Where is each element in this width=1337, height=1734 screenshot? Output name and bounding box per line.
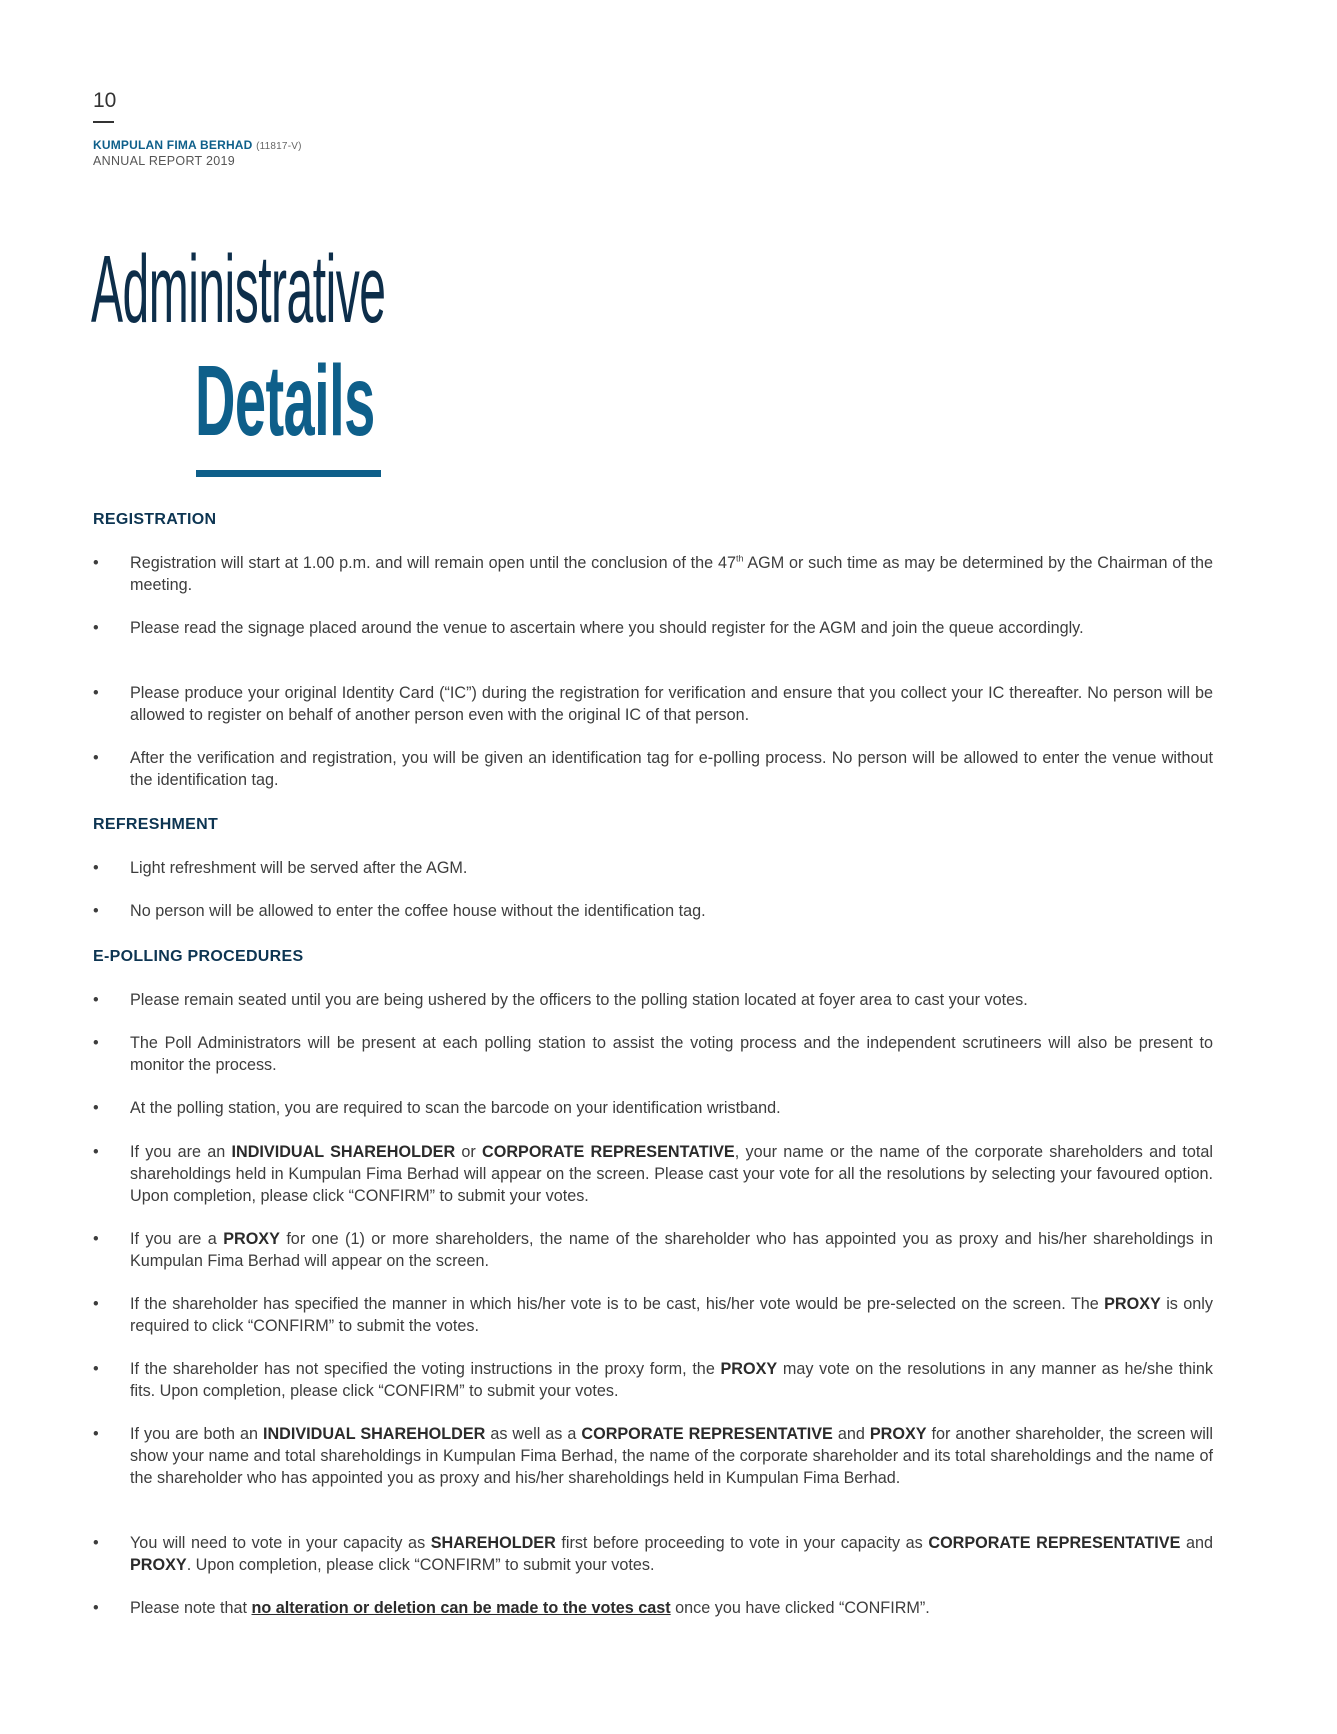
company-registration-number: (11817-V) [256,141,302,152]
list-item-text: Please read the signage placed around the venue to ascertain where you should register for the AGM and join the queue accordingly. [130,619,1084,637]
page-title-line1: Administrative [91,236,386,343]
section-heading-e-polling: E-POLLING PROCEDURES [93,948,304,965]
bullet-icon: • [93,1034,99,1052]
title-underline [196,470,381,477]
list-item-text: You will need to vote in your capacity as SHAREHOLDER first before proceeding to vote in your capacity as CORPORATE REPRESENTATIVE and PROXY. Upon completion, please click “CONFIRM” to submit your votes. [130,1534,1214,1574]
list-item-text: If you are an INDIVIDUAL SHAREHOLDER or CORPORATE REPRESENTATIVE, your name or the name of the corporate shareholders and total shareholdings held in Kumpulan Fima Berhad will appear on the screen. Please cast your vote for all the resolutions by selecting your favoured option. Upon completion, please click “CONFIRM” to submit your votes. [130,1143,1213,1205]
page-number-rule [93,121,114,123]
bullet-icon: • [93,1295,99,1313]
bullet-icon: • [93,1143,99,1161]
bullet-icon: • [93,684,99,702]
bullet-icon: • [93,1534,99,1552]
page-number: 10 [93,89,117,112]
list-item-text: Please note that no alteration or deletion can be made to the votes cast once you have clicked “CONFIRM”. [130,1599,930,1617]
bullet-icon: • [93,1599,99,1617]
bullet-icon: • [93,749,99,767]
report-title: ANNUAL REPORT 2019 [93,154,236,168]
list-item-text: Registration will start at 1.00 p.m. and will remain open until the conclusion of the 47th AGM or such time as may be determined by the Chairman of the meeting. [130,553,1213,594]
list-item-text: At the polling station, you are required to scan the barcode on your identification wristband. [130,1099,781,1117]
list-item-text: If the shareholder has specified the manner in which his/her vote is to be cast, his/her vote would be pre-selected on the screen. The PROXY is only required to click “CONFIRM” to submit the votes. [130,1295,1213,1335]
company-name: KUMPULAN FIMA BERHAD [93,138,253,152]
bullet-icon: • [93,554,99,572]
section-heading-refreshment: REFRESHMENT [93,816,219,833]
list-item-text: The Poll Administrators will be present at each polling station to assist the voting process and the independent scrutineers will also be present to monitor the process. [130,1034,1213,1074]
company-header [93,138,302,154]
list-item-text: After the verification and registration, you will be given an identification tag for e-polling process. No person will be allowed to enter the venue without the identification tag. [130,749,1213,789]
bullet-icon: • [93,619,99,637]
list-item-text: Light refreshment will be served after the AGM. [130,859,468,877]
bullet-icon: • [93,902,99,920]
bullet-icon: • [93,1230,99,1248]
bullet-icon: • [93,1360,99,1378]
bullet-icon: • [93,859,99,877]
list-item-text: If you are a PROXY for one (1) or more shareholders, the name of the shareholder who has appointed you as proxy and his/her shareholdings in Kumpulan Fima Berhad will appear on the screen. [130,1230,1213,1270]
list-item-text: If you are both an INDIVIDUAL SHAREHOLDER as well as a CORPORATE REPRESENTATIVE and PROXY for another shareholder, the screen will show your name and total shareholdings in Kumpulan Fima Berhad, the name of the corporate shareholder and its total shareholdings and the name of the shareholder who has appointed you as proxy and his/her shareholdings held in Kumpulan Fima Berhad. [130,1425,1213,1487]
bullet-icon: • [93,1099,99,1117]
list-item-text: Please produce your original Identity Card (“IC”) during the registration for verification and ensure that you collect your IC thereafter. No person will be allowed to register on behalf of another person even with the original IC of that person. [130,684,1213,724]
list-item-text: If the shareholder has not specified the voting instructions in the proxy form, the PROXY may vote on the resolutions in any manner as he/she think fits. Upon completion, please click “CONFIRM” to submit your votes. [130,1360,1213,1400]
section-heading-registration: REGISTRATION [93,511,217,528]
list-item-text: No person will be allowed to enter the coffee house without the identification tag. [130,902,706,920]
bullet-icon: • [93,991,99,1009]
bullet-icon: • [93,1425,99,1443]
list-item-text: Please remain seated until you are being ushered by the officers to the polling station located at foyer area to cast your votes. [130,991,1028,1009]
page-title-line2: Details [195,345,375,457]
